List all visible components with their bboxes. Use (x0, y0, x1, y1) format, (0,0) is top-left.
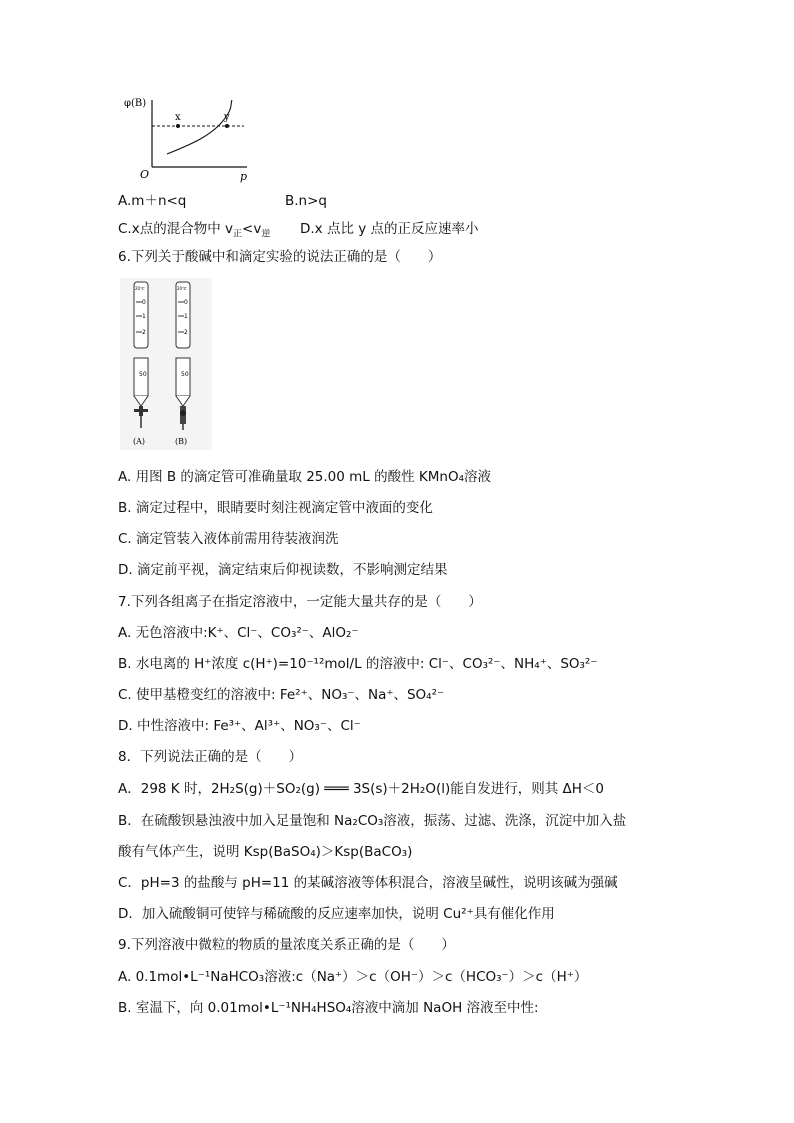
burette-a-top (134, 282, 148, 348)
point-y (225, 124, 229, 128)
origin-label: O (140, 168, 150, 181)
q5-option-b: B.n>q (285, 193, 327, 209)
q7-stem: 7.下列各组离子在指定溶液中，一定能大量共存的是（ ） (118, 594, 482, 610)
burette-a-tick-50: 50 (139, 371, 147, 378)
q9-stem: 9.下列溶液中微粒的物质的量浓度关系正确的是（ ） (118, 937, 455, 953)
point-x (176, 124, 180, 128)
q7-option-d: D. 中性溶液中: Fe³⁺、Al³⁺、NO₃⁻、Cl⁻ (118, 718, 361, 734)
q8-option-b-line2: 酸有气体产生，说明 Ksp(BaSO₄)＞Ksp(BaCO₃) (118, 844, 413, 860)
q9-option-b: B. 室温下，向 0.01mol•L⁻¹NH₄HSO₄溶液中滴加 NaOH 溶液至中性: (118, 1000, 539, 1016)
point-x-label: x (175, 112, 181, 123)
burette-a-tick-0: 0 (142, 299, 146, 306)
burette-a-label: (A) (133, 437, 146, 446)
q5-option-d: D.x 点比 y 点的正反应速率小 (300, 221, 479, 237)
q8-option-d: D．加入硫酸铜可使锌与稀硫酸的反应速率加快，说明 Cu²⁺具有催化作用 (118, 906, 555, 922)
burette-b-tick-50: 50 (181, 371, 189, 378)
q5-option-a: A.m＋n<q (118, 193, 187, 209)
burette-a-tick-2: 2 (142, 329, 146, 336)
q6-option-b: B. 滴定过程中，眼睛要时刻注视滴定管中液面的变化 (118, 500, 433, 516)
q6-option-c: C. 滴定管装入液体前需用待装液润洗 (118, 531, 339, 547)
q5-option-c: C.x点的混合物中 $v_正<v_逆$ (118, 221, 271, 240)
burette-figure (120, 278, 212, 450)
x-axis-label: p (240, 170, 248, 183)
q8-option-b-line1: B．在硫酸钡悬浊液中加入足量饱和 Na₂CO₃溶液，振荡、过滤、洗涤，沉淀中加入盐 (118, 813, 627, 829)
y-axis-label: φ(B) (124, 98, 147, 109)
q6-option-d: D. 滴定前平视，滴定结束后仰视读数，不影响测定结果 (118, 562, 448, 578)
burette-b-tick-0: 0 (184, 299, 188, 306)
q8-stem: 8．下列说法正确的是（ ） (118, 749, 303, 765)
burette-a-temp: 20℃ (135, 286, 145, 291)
q7-option-b: B. 水电离的 H⁺浓度 c(H⁺)=10⁻¹²mol/L 的溶液中: Cl⁻、CO₃²⁻、NH₄⁺、SO₃²⁻ (118, 656, 598, 672)
q9-option-a: A. 0.1mol•L⁻¹NaHCO₃溶液:c（Na⁺）＞c（OH⁻）＞c（HCO₃⁻）＞c（H⁺） (118, 969, 588, 985)
q8-option-a: A．298 K 时，2H₂S(g)＋SO₂(g) ═══ 3S(s)＋2H₂O(l)能自发进行，则其 ΔH＜0 (118, 781, 604, 797)
burette-b-top (176, 282, 190, 348)
burette-a-tick-1: 1 (142, 313, 146, 320)
q7-option-c: C. 使甲基橙变红的溶液中: Fe²⁺、NO₃⁻、Na⁺、SO₄²⁻ (118, 687, 445, 703)
burette-b-tick-1: 1 (184, 313, 188, 320)
burette-b-temp: 20℃ (177, 286, 187, 291)
point-y-label: y (224, 112, 230, 123)
burette-b-tick-2: 2 (184, 329, 188, 336)
glass-stopcock (134, 409, 148, 412)
equilibrium-graph (122, 92, 257, 187)
q8-option-c: C．pH=3 的盐酸与 pH=11 的某碱溶液等体积混合，溶液呈碱性，说明该碱为强碱 (118, 875, 618, 891)
q6-stem: 6.下列关于酸碱中和滴定实验的说法正确的是（ ） (118, 249, 442, 265)
q6-option-a: A. 用图 B 的滴定管可准确量取 25.00 mL 的酸性 KMnO₄溶液 (118, 469, 492, 485)
q7-option-a: A. 无色溶液中:K⁺、Cl⁻、CO₃²⁻、AlO₂⁻ (118, 625, 359, 641)
burette-b-label: (B) (175, 437, 188, 446)
